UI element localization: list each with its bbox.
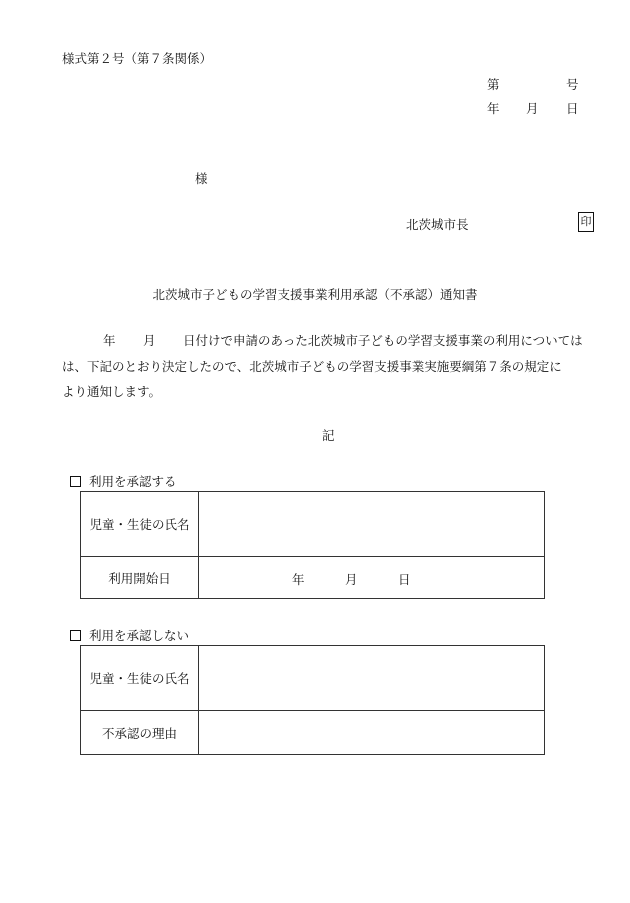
reject-row-name xyxy=(81,646,545,711)
body-line1-year: 年 xyxy=(103,333,116,348)
body-line2: は、下記のとおり決定したので、北茨城市子どもの学習支援事業実施要綱第７条の規定に xyxy=(62,359,562,374)
approve-table xyxy=(80,491,545,599)
seal-mark: 印 xyxy=(578,212,594,232)
reject-row-reason xyxy=(81,711,545,755)
body-line3: より通知します。 xyxy=(62,384,162,399)
issue-number-prefix: 第 xyxy=(487,77,500,92)
body-line1-month: 月 xyxy=(143,333,156,348)
start-date-day: 日 xyxy=(398,572,411,587)
form-number: 様式第２号（第７条関係） xyxy=(62,51,213,66)
reject-name-label: 児童・生徒の氏名 xyxy=(81,646,199,711)
approve-label: 利用を承認する xyxy=(89,474,177,489)
reject-reason-label: 不承認の理由 xyxy=(81,711,199,755)
approve-name-value[interactable] xyxy=(199,492,545,557)
body-line1-rest: 日付けで申請のあった北茨城市子どもの学習支援事業の利用については xyxy=(183,333,583,348)
reject-label: 利用を承認しない xyxy=(89,628,190,643)
reject-table xyxy=(80,645,545,755)
start-date-year: 年 xyxy=(292,572,305,587)
reject-name-value[interactable] xyxy=(199,646,545,711)
approve-row-start-date xyxy=(81,557,545,599)
issue-date-year: 年 xyxy=(487,101,500,116)
reject-option[interactable] xyxy=(70,626,189,644)
document-title: 北茨城市子どもの学習支援事業利用承認（不承認）通知書 xyxy=(152,287,478,302)
reject-checkbox[interactable] xyxy=(70,630,81,641)
approve-checkbox[interactable] xyxy=(70,476,81,487)
issue-date-day: 日 xyxy=(566,101,579,116)
start-date-label: 利用開始日 xyxy=(81,557,199,599)
ki-heading: 記 xyxy=(322,428,335,443)
sender-name: 北茨城市長 xyxy=(406,217,469,232)
recipient-honorific: 様 xyxy=(195,171,208,186)
approve-row-name xyxy=(81,492,545,557)
reject-reason-value[interactable] xyxy=(199,711,545,755)
approve-name-label: 児童・生徒の氏名 xyxy=(81,492,199,557)
issue-number-suffix: 号 xyxy=(566,77,579,92)
issue-date-month: 月 xyxy=(526,101,539,116)
start-date-value[interactable] xyxy=(199,557,545,599)
start-date-month: 月 xyxy=(345,572,358,587)
approve-option[interactable] xyxy=(70,472,177,490)
